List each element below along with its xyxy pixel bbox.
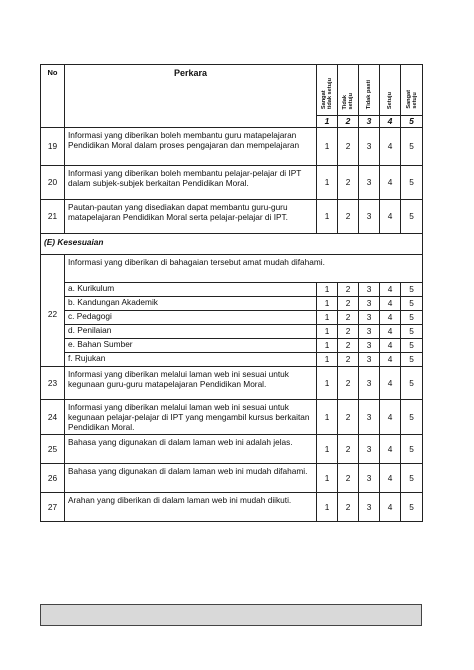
rating-option[interactable]: 1: [317, 353, 338, 367]
rating-option[interactable]: 4: [380, 400, 401, 435]
rating-option[interactable]: 4: [380, 353, 401, 367]
item-number: 23: [41, 367, 65, 400]
rating-option[interactable]: 5: [401, 311, 423, 325]
sub-item-row: [41, 339, 423, 353]
header-scale-2: Tidak setuju: [338, 65, 359, 116]
rating-option[interactable]: 3: [359, 311, 380, 325]
table-row: [41, 255, 423, 283]
rating-option[interactable]: 1: [317, 166, 338, 200]
item-text: Bahasa yang digunakan di dalam laman web ini mudah difahami.: [65, 464, 317, 493]
sub-item-label: a. Kurikulum: [65, 283, 317, 297]
rating-option[interactable]: 3: [359, 200, 380, 234]
header-row: [41, 65, 423, 116]
header-scale-3: Tidak pasti: [359, 65, 380, 116]
rating-option[interactable]: 1: [317, 367, 338, 400]
header-scale-1: Sangat tidak setuju: [317, 65, 338, 116]
section-title: (E) Kesesuaian: [41, 234, 423, 255]
item-text: Bahasa yang digunakan di dalam laman web ini adalah jelas.: [65, 435, 317, 464]
rating-option[interactable]: 3: [359, 166, 380, 200]
sub-item-label: d. Penilaian: [65, 325, 317, 339]
table-row: [41, 435, 423, 464]
rating-option[interactable]: 5: [401, 283, 423, 297]
rating-option[interactable]: 4: [380, 367, 401, 400]
rating-option[interactable]: 5: [401, 166, 423, 200]
item-number: 25: [41, 435, 65, 464]
rating-option[interactable]: 4: [380, 283, 401, 297]
rating-option[interactable]: 1: [317, 493, 338, 522]
rating-option[interactable]: 2: [338, 400, 359, 435]
rating-option[interactable]: 2: [338, 166, 359, 200]
rating-option[interactable]: 4: [380, 311, 401, 325]
rating-option[interactable]: 3: [359, 353, 380, 367]
scale-number: 1: [317, 116, 338, 128]
rating-option[interactable]: 4: [380, 297, 401, 311]
rating-option[interactable]: 1: [317, 128, 338, 166]
rating-option[interactable]: 5: [401, 493, 423, 522]
item-text: Informasi yang diberikan melalui laman web ini sesuai untuk kegunaan guru-guru matapelajaran Pendidikan Moral.: [65, 367, 317, 400]
rating-option[interactable]: 4: [380, 166, 401, 200]
sub-item-label: e. Bahan Sumber: [65, 339, 317, 353]
item-number: 26: [41, 464, 65, 493]
table-row: [41, 464, 423, 493]
section-row: [41, 234, 423, 255]
header-no: No: [41, 65, 65, 128]
rating-option[interactable]: 2: [338, 435, 359, 464]
rating-option[interactable]: 2: [338, 353, 359, 367]
rating-option[interactable]: 4: [380, 435, 401, 464]
rating-option[interactable]: 5: [401, 339, 423, 353]
rating-option[interactable]: 5: [401, 435, 423, 464]
sub-item-row: [41, 325, 423, 339]
questionnaire-table: [40, 64, 423, 522]
table-row: [41, 166, 423, 200]
rating-option[interactable]: 2: [338, 283, 359, 297]
item-text: Informasi yang diberikan di bahagaian tersebut amat mudah difahami.: [65, 255, 423, 283]
scale-number: 2: [338, 116, 359, 128]
rating-option[interactable]: 5: [401, 297, 423, 311]
rating-option[interactable]: 5: [401, 200, 423, 234]
rating-option[interactable]: 1: [317, 464, 338, 493]
scale-number: 4: [380, 116, 401, 128]
table-row: [41, 400, 423, 435]
rating-option[interactable]: 2: [338, 311, 359, 325]
rating-option[interactable]: 2: [338, 339, 359, 353]
rating-option[interactable]: 3: [359, 128, 380, 166]
header-scale-5: Sangat setuju: [401, 65, 423, 116]
rating-option[interactable]: 5: [401, 128, 423, 166]
rating-option[interactable]: 2: [338, 464, 359, 493]
rating-option[interactable]: 5: [401, 400, 423, 435]
item-number: 20: [41, 166, 65, 200]
rating-option[interactable]: 2: [338, 325, 359, 339]
rating-option[interactable]: 3: [359, 435, 380, 464]
item-text: Informasi yang diberikan melalui laman web ini sesuai untuk kegunaan pelajar-pelajar di IPT yang mengambil kursus berkaitan Pendidikan Moral.: [65, 400, 317, 435]
rating-option[interactable]: 5: [401, 464, 423, 493]
sub-item-row: [41, 297, 423, 311]
rating-option[interactable]: 5: [401, 325, 423, 339]
sub-item-row: [41, 353, 423, 367]
rating-option[interactable]: 5: [401, 353, 423, 367]
rating-option[interactable]: 1: [317, 311, 338, 325]
rating-option[interactable]: 5: [401, 367, 423, 400]
rating-option[interactable]: 4: [380, 464, 401, 493]
sub-item-row: [41, 311, 423, 325]
rating-option[interactable]: 4: [380, 128, 401, 166]
rating-option[interactable]: 3: [359, 339, 380, 353]
table-row: [41, 200, 423, 234]
rating-option[interactable]: 4: [380, 325, 401, 339]
item-number: 24: [41, 400, 65, 435]
rating-option[interactable]: 2: [338, 297, 359, 311]
rating-option[interactable]: 1: [317, 435, 338, 464]
table-row: [41, 128, 423, 166]
item-text: Informasi yang diberikan boleh membantu pelajar-pelajar di IPT dalam subjek-subjek berkaitan Pendidikan Moral.: [65, 166, 317, 200]
rating-option[interactable]: 1: [317, 283, 338, 297]
rating-option[interactable]: 4: [380, 493, 401, 522]
rating-option[interactable]: 1: [317, 200, 338, 234]
rating-option[interactable]: 1: [317, 339, 338, 353]
footer-bar: [40, 604, 422, 626]
rating-option[interactable]: 1: [317, 400, 338, 435]
header-perkara: Perkara: [65, 65, 317, 128]
item-text: Arahan yang diberikan di dalam laman web ini mudah diikuti.: [65, 493, 317, 522]
item-text: Informasi yang diberikan boleh membantu guru matapelajaran Pendidikan Moral dalam proses pengajaran dan mempelajaran: [65, 128, 317, 166]
sub-item-row: [41, 283, 423, 297]
rating-option[interactable]: 2: [338, 493, 359, 522]
rating-option[interactable]: 3: [359, 283, 380, 297]
header-scale-4: Setuju: [380, 65, 401, 116]
rating-option[interactable]: 4: [380, 200, 401, 234]
rating-option[interactable]: 3: [359, 325, 380, 339]
rating-option[interactable]: 1: [317, 325, 338, 339]
rating-option[interactable]: 3: [359, 464, 380, 493]
sub-item-label: b. Kandungan Akademik: [65, 297, 317, 311]
item-number: 19: [41, 128, 65, 166]
rating-option[interactable]: 2: [338, 128, 359, 166]
table-row: [41, 367, 423, 400]
scale-number: 3: [359, 116, 380, 128]
rating-option[interactable]: 2: [338, 200, 359, 234]
rating-option[interactable]: 3: [359, 297, 380, 311]
sub-item-label: f. Rujukan: [65, 353, 317, 367]
item-number: 22: [41, 255, 65, 367]
rating-option[interactable]: 2: [338, 367, 359, 400]
item-number: 27: [41, 493, 65, 522]
rating-option[interactable]: 3: [359, 400, 380, 435]
rating-option[interactable]: 1: [317, 297, 338, 311]
item-text: Pautan-pautan yang disediakan dapat membantu guru-guru matapelajaran Pendidikan Moral serta pelajar-pelajar di IPT.: [65, 200, 317, 234]
item-number: 21: [41, 200, 65, 234]
table-row: [41, 493, 423, 522]
rating-option[interactable]: 3: [359, 367, 380, 400]
rating-option[interactable]: 3: [359, 493, 380, 522]
rating-option[interactable]: 4: [380, 339, 401, 353]
scale-number: 5: [401, 116, 423, 128]
sub-item-label: c. Pedagogi: [65, 311, 317, 325]
